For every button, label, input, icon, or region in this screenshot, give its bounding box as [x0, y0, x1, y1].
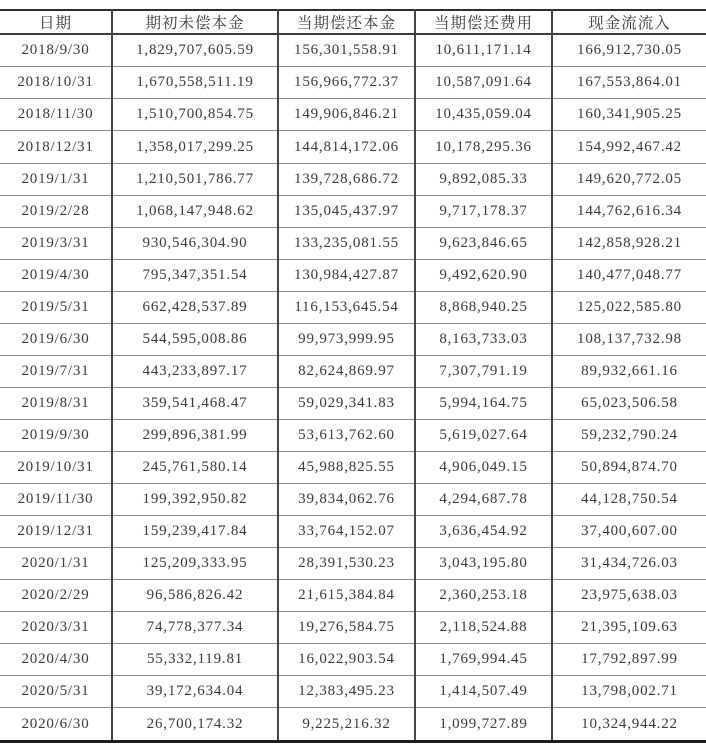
table-row — [0, 515, 706, 547]
cell-beginning-outstanding-principal: 55,332,119.81 — [112, 643, 278, 675]
cell-beginning-outstanding-principal: 245,761,580.14 — [112, 451, 278, 483]
cell-cash-inflow: 65,023,506.58 — [552, 387, 706, 419]
column-header-date: 日期 — [0, 10, 112, 34]
cell-beginning-outstanding-principal: 1,358,017,299.25 — [112, 131, 278, 163]
cell-cash-inflow: 140,477,048.77 — [552, 259, 706, 291]
cell-cash-inflow: 149,620,772.05 — [552, 163, 706, 195]
cell-current-fees-repaid: 8,163,733.03 — [415, 323, 552, 355]
cell-current-principal-repaid: 19,276,584.75 — [278, 611, 415, 643]
cell-date: 2019/1/31 — [0, 163, 112, 195]
cell-current-principal-repaid: 28,391,530.23 — [278, 547, 415, 579]
cell-beginning-outstanding-principal: 26,700,174.32 — [112, 708, 278, 742]
column-header-cash-inflow: 现金流流入 — [552, 10, 706, 34]
cell-cash-inflow: 44,128,750.54 — [552, 483, 706, 515]
table-row — [0, 99, 706, 131]
cell-current-principal-repaid: 139,728,686.72 — [278, 163, 415, 195]
cell-date: 2018/9/30 — [0, 34, 112, 67]
cell-cash-inflow: 144,762,616.34 — [552, 195, 706, 227]
cell-cash-inflow: 89,932,661.16 — [552, 355, 706, 387]
table-row — [0, 419, 706, 451]
table-row — [0, 483, 706, 515]
cell-current-fees-repaid: 2,360,253.18 — [415, 579, 552, 611]
cell-current-fees-repaid: 9,892,085.33 — [415, 163, 552, 195]
cell-beginning-outstanding-principal: 199,392,950.82 — [112, 483, 278, 515]
cell-beginning-outstanding-principal: 1,510,700,854.75 — [112, 99, 278, 131]
cell-current-fees-repaid: 8,868,940.25 — [415, 291, 552, 323]
cell-current-principal-repaid: 156,301,558.91 — [278, 34, 415, 67]
cell-date: 2018/11/30 — [0, 99, 112, 131]
cell-date: 2019/3/31 — [0, 227, 112, 259]
cell-current-fees-repaid: 1,414,507.49 — [415, 676, 552, 708]
cell-beginning-outstanding-principal: 1,829,707,605.59 — [112, 34, 278, 67]
cell-current-principal-repaid: 144,814,172.06 — [278, 131, 415, 163]
cell-date: 2020/2/29 — [0, 579, 112, 611]
cell-current-fees-repaid: 10,587,091.64 — [415, 67, 552, 99]
cell-beginning-outstanding-principal: 1,068,147,948.62 — [112, 195, 278, 227]
table-row — [0, 323, 706, 355]
table-row — [0, 195, 706, 227]
cell-current-principal-repaid: 149,906,846.21 — [278, 99, 415, 131]
cell-current-fees-repaid: 1,769,994.45 — [415, 643, 552, 675]
cell-date: 2020/3/31 — [0, 611, 112, 643]
cell-current-fees-repaid: 9,623,846.65 — [415, 227, 552, 259]
cell-beginning-outstanding-principal: 443,233,897.17 — [112, 355, 278, 387]
table-row — [0, 67, 706, 99]
cell-cash-inflow: 167,553,864.01 — [552, 67, 706, 99]
cell-current-principal-repaid: 156,966,772.37 — [278, 67, 415, 99]
cell-cash-inflow: 31,434,726.03 — [552, 547, 706, 579]
cell-current-fees-repaid: 5,619,027.64 — [415, 419, 552, 451]
cell-cash-inflow: 50,894,874.70 — [552, 451, 706, 483]
column-header-current-fees-repaid: 当期偿还费用 — [415, 10, 552, 34]
cell-current-principal-repaid: 39,834,062.76 — [278, 483, 415, 515]
cashflow-table — [0, 9, 706, 743]
cell-current-principal-repaid: 82,624,869.97 — [278, 355, 415, 387]
table-row — [0, 547, 706, 579]
cell-current-fees-repaid: 10,435,059.04 — [415, 99, 552, 131]
table-row — [0, 611, 706, 643]
table-header — [0, 10, 706, 34]
cell-cash-inflow: 59,232,790.24 — [552, 419, 706, 451]
table-row — [0, 579, 706, 611]
cell-date: 2019/10/31 — [0, 451, 112, 483]
cell-date: 2020/1/31 — [0, 547, 112, 579]
table-row — [0, 387, 706, 419]
table-row — [0, 676, 706, 708]
cell-date: 2018/10/31 — [0, 67, 112, 99]
cell-current-principal-repaid: 12,383,495.23 — [278, 676, 415, 708]
cell-current-principal-repaid: 59,029,341.83 — [278, 387, 415, 419]
cell-cash-inflow: 37,400,607.00 — [552, 515, 706, 547]
table-body — [0, 34, 706, 742]
cell-beginning-outstanding-principal: 662,428,537.89 — [112, 291, 278, 323]
cell-current-principal-repaid: 21,615,384.84 — [278, 579, 415, 611]
cell-cash-inflow: 23,975,638.03 — [552, 579, 706, 611]
cell-current-principal-repaid: 116,153,645.54 — [278, 291, 415, 323]
cell-current-principal-repaid: 16,022,903.54 — [278, 643, 415, 675]
cell-date: 2019/2/28 — [0, 195, 112, 227]
cell-current-principal-repaid: 135,045,437.97 — [278, 195, 415, 227]
cell-date: 2018/12/31 — [0, 131, 112, 163]
table-row — [0, 259, 706, 291]
cell-current-principal-repaid: 130,984,427.87 — [278, 259, 415, 291]
cell-beginning-outstanding-principal: 544,595,008.86 — [112, 323, 278, 355]
cell-cash-inflow: 142,858,928.21 — [552, 227, 706, 259]
cell-date: 2019/9/30 — [0, 419, 112, 451]
cell-date: 2019/8/31 — [0, 387, 112, 419]
cell-beginning-outstanding-principal: 1,210,501,786.77 — [112, 163, 278, 195]
cell-beginning-outstanding-principal: 359,541,468.47 — [112, 387, 278, 419]
cell-current-principal-repaid: 9,225,216.32 — [278, 708, 415, 742]
cell-cash-inflow: 125,022,585.80 — [552, 291, 706, 323]
cell-cash-inflow: 21,395,109.63 — [552, 611, 706, 643]
cell-cash-inflow: 166,912,730.05 — [577, 42, 682, 59]
cell-cash-inflow: 17,792,897.99 — [552, 643, 706, 675]
cell-cash-inflow: 108,137,732.98 — [552, 323, 706, 355]
cell-beginning-outstanding-principal: 96,586,826.42 — [112, 579, 278, 611]
cell-date: 2020/4/30 — [0, 643, 112, 675]
cell-date: 2019/4/30 — [0, 259, 112, 291]
cell-current-fees-repaid: 3,043,195.80 — [415, 547, 552, 579]
header-row — [0, 10, 706, 34]
cell-current-principal-repaid: 45,988,825.55 — [278, 451, 415, 483]
cell-current-fees-repaid: 10,178,295.36 — [415, 131, 552, 163]
cell-current-fees-repaid: 2,118,524.88 — [415, 611, 552, 643]
cell-beginning-outstanding-principal: 159,239,417.84 — [112, 515, 278, 547]
cell-date: 2020/5/31 — [0, 676, 112, 708]
cell-cash-inflow: 154,992,467.42 — [552, 131, 706, 163]
cell-current-principal-repaid: 133,235,081.55 — [278, 227, 415, 259]
cell-current-fees-repaid: 7,307,791.19 — [415, 355, 552, 387]
cell-current-fees-repaid: 1,099,727.89 — [415, 708, 552, 742]
cell-current-principal-repaid: 33,764,152.07 — [278, 515, 415, 547]
cell-date: 2019/5/31 — [0, 291, 112, 323]
cell-date: 2020/6/30 — [0, 708, 112, 742]
cell-cash-inflow: 160,341,905.25 — [552, 99, 706, 131]
cell-date: 2019/6/30 — [0, 323, 112, 355]
table-row — [0, 451, 706, 483]
cell-date: 2019/7/31 — [0, 355, 112, 387]
cell-current-fees-repaid: 4,906,049.15 — [415, 451, 552, 483]
cell-beginning-outstanding-principal: 125,209,333.95 — [112, 547, 278, 579]
table-row — [0, 163, 706, 195]
cell-beginning-outstanding-principal: 74,778,377.34 — [112, 611, 278, 643]
table-row — [0, 708, 706, 742]
column-header-beginning-outstanding-principal: 期初未偿本金 — [112, 10, 278, 34]
cell-beginning-outstanding-principal: 795,347,351.54 — [112, 259, 278, 291]
table-row — [0, 355, 706, 387]
cell-current-fees-repaid: 10,611,171.14 — [415, 34, 552, 67]
cell-beginning-outstanding-principal: 299,896,381.99 — [112, 419, 278, 451]
table-row — [0, 643, 706, 675]
cell-cash-inflow: 10,324,944.22 — [552, 708, 706, 742]
cell-cash-inflow: 13,798,002.71 — [552, 676, 706, 708]
table-row — [0, 34, 706, 67]
cell-beginning-outstanding-principal: 930,546,304.90 — [112, 227, 278, 259]
cell-current-fees-repaid: 5,994,164.75 — [415, 387, 552, 419]
cell-beginning-outstanding-principal: 39,172,634.04 — [112, 676, 278, 708]
cell-date: 2019/11/30 — [0, 483, 112, 515]
table-row — [0, 291, 706, 323]
cell-current-fees-repaid: 4,294,687.78 — [415, 483, 552, 515]
table-row — [0, 227, 706, 259]
cell-current-principal-repaid: 99,973,999.95 — [278, 323, 415, 355]
column-header-current-principal-repaid: 当期偿还本金 — [278, 10, 415, 34]
cell-beginning-outstanding-principal: 1,670,558,511.19 — [112, 67, 278, 99]
cell-current-fees-repaid: 9,492,620.90 — [415, 259, 552, 291]
table-row — [0, 131, 706, 163]
cell-date: 2019/12/31 — [0, 515, 112, 547]
cell-current-principal-repaid: 53,613,762.60 — [278, 419, 415, 451]
cell-current-fees-repaid: 9,717,178.37 — [415, 195, 552, 227]
cell-current-fees-repaid: 3,636,454.92 — [415, 515, 552, 547]
